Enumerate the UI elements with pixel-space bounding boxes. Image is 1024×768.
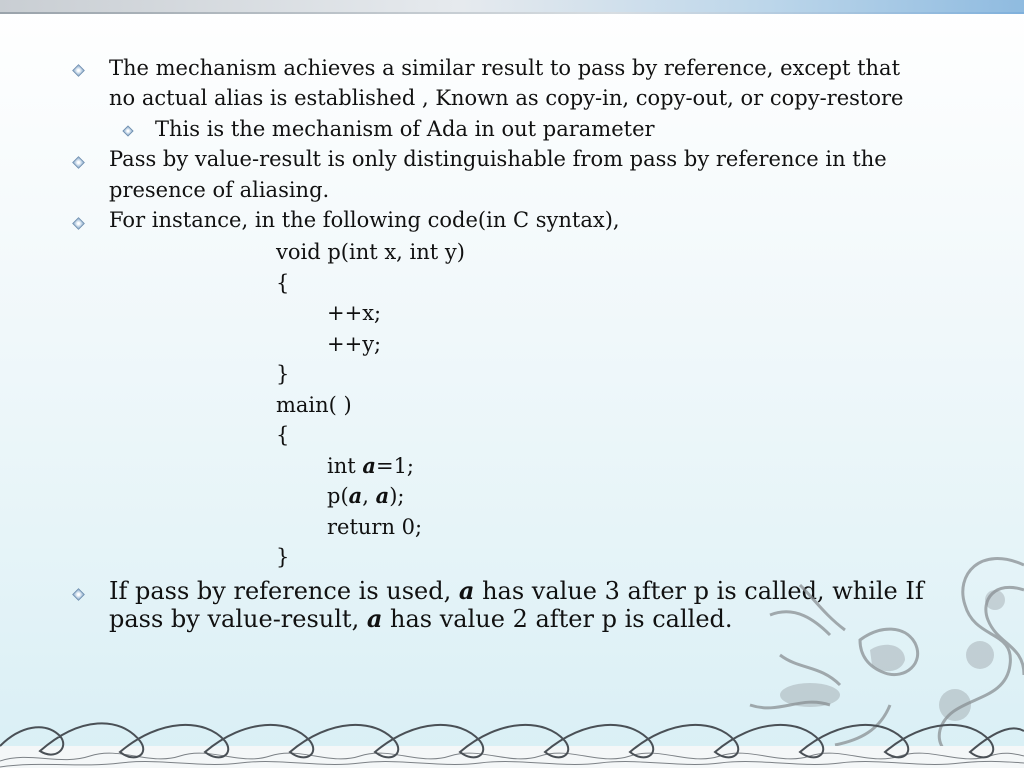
text-run: has value 2 after p is called. xyxy=(382,605,733,633)
bullet-1-line-1: The mechanism achieves a similar result to pass by reference, except that xyxy=(109,56,901,80)
code-text: p( xyxy=(327,484,349,508)
code-line: { xyxy=(276,423,290,447)
code-text: =1; xyxy=(375,453,415,478)
code-line xyxy=(276,481,465,512)
text-run: pass by value-result, xyxy=(109,605,367,633)
code-line: } xyxy=(276,545,290,569)
code-line: } xyxy=(276,362,290,386)
text-run: has value 3 after p is called, while If xyxy=(474,577,924,605)
diamond-bullet-icon xyxy=(72,64,85,77)
code-line: { xyxy=(276,270,290,295)
diamond-bullet-icon xyxy=(122,125,133,136)
variable-a: a xyxy=(458,576,475,605)
bullet-1-line-2: no actual alias is established , Known as copy-in, copy-out, or copy-restore xyxy=(109,86,904,110)
bullet-2-line-2: presence of aliasing. xyxy=(109,178,330,202)
code-line: ++x; xyxy=(327,301,382,325)
code-line xyxy=(276,451,465,482)
code-line: return 0; xyxy=(327,514,423,539)
code-line: void p(int x, int y) xyxy=(276,240,465,264)
variable-a: a xyxy=(366,604,383,633)
code-text: , xyxy=(362,484,376,508)
code-line: main( ) xyxy=(276,392,352,417)
bullet-2-line-1: Pass by value-result is only distinguishable from pass by reference in the xyxy=(109,147,887,171)
code-variable: a xyxy=(375,483,390,508)
bullet-4-line-2 xyxy=(109,605,733,634)
text-run: If pass by reference is used, xyxy=(109,577,459,605)
diamond-bullet-icon xyxy=(72,588,85,601)
code-variable: a xyxy=(348,483,363,508)
code-text: ); xyxy=(389,484,405,508)
code-text: int xyxy=(327,453,363,478)
code-line: ++y; xyxy=(327,331,382,356)
code-variable: a xyxy=(362,452,376,478)
code-block xyxy=(276,237,465,573)
wave-border xyxy=(0,706,1024,768)
sub-bullet-text: This is the mechanism of Ada in out parameter xyxy=(155,117,655,141)
bullet-3-line-1: For instance, in the following code(in C syntax), xyxy=(109,208,620,232)
diamond-bullet-icon xyxy=(72,156,85,169)
diamond-bullet-icon xyxy=(72,217,85,230)
